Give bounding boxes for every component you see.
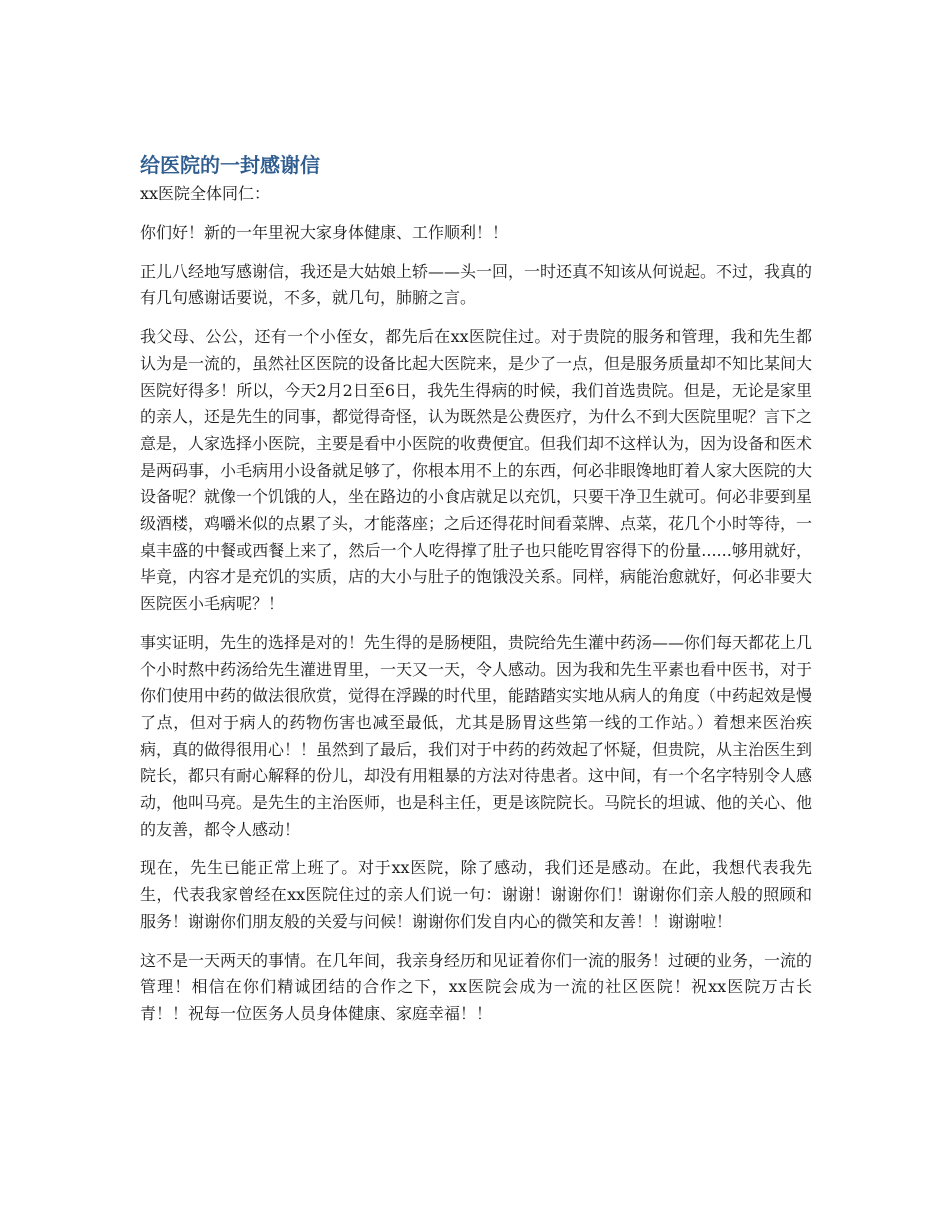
document-body [140, 150, 812, 1028]
paragraph-intro: 正儿八经地写感谢信，我还是大姑娘上轿——头一回，一时还真不知该从何说起。不过，我真的有几句感谢话要说，不多，就几句，肺腑之言。 [140, 261, 813, 308]
salutation: xx医院全体同仁： [140, 184, 271, 203]
paragraph-thanks: 现在，先生已能正常上班了。对于xx医院，除了感动，我们还是感动。在此，我想代表我先生，代表我家曾经在xx医院住过的亲人们说一句：谢谢！谢谢你们！谢谢你们亲人般的照顾和服务！谢谢你们朋友般的关爱与问候！谢谢你们发自内心的微笑和友善！！谢谢啦！ [140, 858, 812, 931]
paragraph-closing: 这不是一天两天的事情。在几年间，我亲身经历和见证着你们一流的服务！过硬的业务，一流的管理！相信在你们精诚团结的合作之下，xx医院会成为一流的社区医院！祝xx医院万古长青！！祝每一位医务人员身体健康、家庭幸福！！ [140, 950, 813, 1023]
document-title: 给医院的一封感谢信 [140, 153, 320, 177]
paragraph-greeting: 你们好！新的一年里祝大家身体健康、工作顺利！！ [140, 223, 509, 242]
paragraph-treatment: 事实证明，先生的选择是对的！先生得的是肠梗阻，贵院给先生灌中药汤——你们每天都花上几个小时熬中药汤给先生灌进胃里，一天又一天，令人感动。因为我和先生平素也看中医书，对于你们使用中药的做法很欣赏，觉得在浮躁的时代里，能踏踏实实地从病人的角度（中药起效是慢了点，但对于病人的药物伤害也减至最低，尤其是肠胃这些第一线的工作站。）着想来医治疾病，真的做得很用心！！虽然到了最后，我们对于中药的药效起了怀疑，但贵院，从主治医生到院长，都只有耐心解释的份儿，却没有用粗暴的方法对待患者。这中间，有一个名字特别令人感动，他叫马亮。是先生的主治医师，也是科主任，更是该院院长。马院长的坦诚、他的关心、他的友善，都令人感动！ [140, 632, 813, 839]
paragraph-hospital-choice: 我父母、公公，还有一个小侄女，都先后在xx医院住过。对于贵院的服务和管理，我和先生都认为是一流的，虽然社区医院的设备比起大医院来，是少了一点，但是服务质量却不知比某间大医院好得多！所以，今天2月2日至6日，我先生得病的时候，我们首选贵院。但是，无论是家里的亲人，还是先生的同事，都觉得奇怪，认为既然是公费医疗，为什么不到大医院里呢？言下之意是，人家选择小医院，主要是看中小医院的收费便宜。但我们却不这样认为，因为设备和医术是两码事，小毛病用小设备就足够了，你根本用不上的东西，何必非眼馋地盯着人家大医院的大设备呢？就像一个饥饿的人，坐在路边的小食店就足以充饥，只要干净卫生就可。何必非要到星级酒楼，鸡嚼米似的点累了头，才能落座；之后还得花时间看菜牌、点菜，花几个小时等待，一桌丰盛的中餐或西餐上来了，然后一个人吃得撑了肚子也只能吃胃容得下的份量......够用就好，毕竟，内容才是充饥的实质，店的大小与肚子的饱饿没关系。同样，病能治愈就好，何必非要大医院医小毛病呢？！ [140, 327, 813, 614]
